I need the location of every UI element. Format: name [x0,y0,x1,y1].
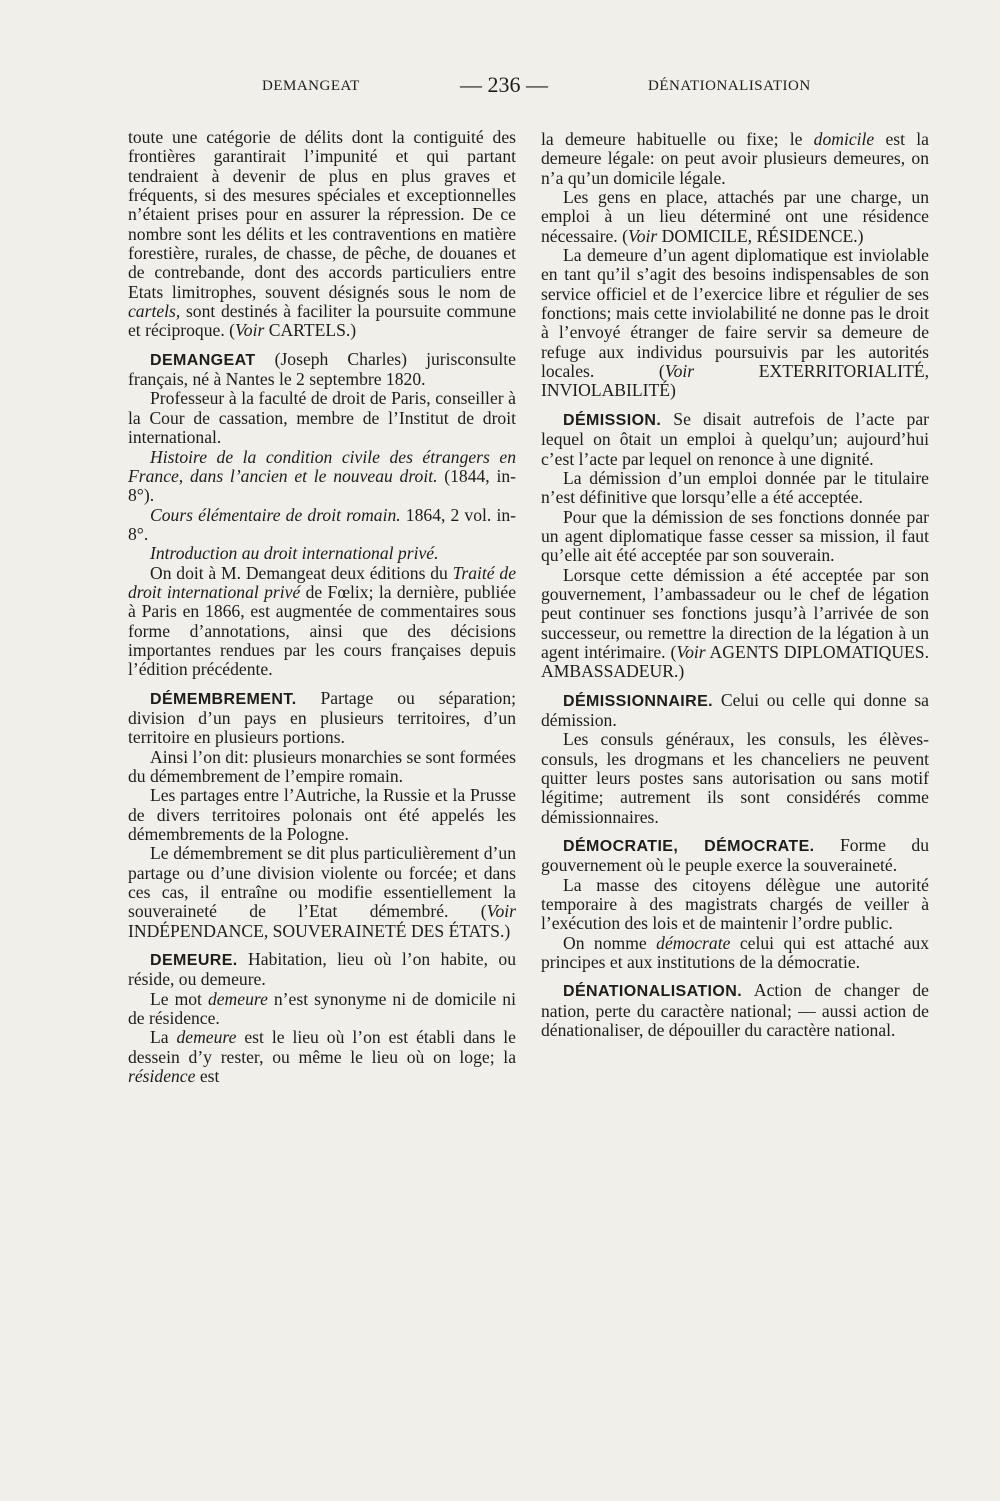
italic-term: démocrate [656,932,731,953]
header-left-word: DEMANGEAT [262,78,360,94]
text: de Fœlix; la dernière, publiée à Paris en 1866, est augmentée de commentaires sous forme d’annotations, ainsi que des décisions importantes rendues par les cours françaises depuis l’édition précédente. [128,581,516,680]
bibliography-item [128,506,516,545]
text: On nomme [563,932,657,953]
left-column [128,128,516,1087]
voir-label: Voir [486,901,516,922]
paragraph [128,1028,516,1086]
text: Les gens en place, attachés par une charge, un emploi à un lieu déterminé ont une résidence nécessaire. ( [541,187,929,246]
paragraph [541,934,929,973]
paragraph [128,844,516,941]
paragraph: La masse des citoyens délègue une autorité temporaire à des magistrats chargés de veiller à l’exécution des lois et de maintenir l’ordre public. [541,874,929,934]
definition: Forme du gouvernement où le peuple exerce la souveraineté. [541,835,929,876]
entry-demission [541,410,929,469]
voir-label: Voir [664,361,695,382]
page-number: — 236 — [460,72,548,97]
paragraph [541,246,929,401]
book-title: Cours élémentaire de droit romain. [150,504,401,525]
definition: Partage ou séparation; division d’un pays en plusieurs territoires, d’un territoire en plusieurs portions. [128,687,516,748]
paragraph [128,990,516,1029]
paragraph: Pour que la démission de ses fonctions donnée par un agent diplomatique fasse cesser sa mission, il faut qu’elle ait été acceptée par son souverain. [541,506,929,566]
paragraph [128,564,516,680]
cross-reference: INDÉPENDANCE, SOUVERAINETÉ DES ÉTATS.) [128,920,511,941]
paragraph: Professeur à la faculté de droit de Paris, conseiller à la Cour de cassation, membre de l’Institut de droit international. [128,388,516,448]
cross-reference: CARTELS.) [264,320,357,341]
entry-demissionnaire [541,691,929,731]
definition: Habitation, lieu où l’on habite, ou réside, ou demeure. [128,949,516,990]
italic-term: domicile [813,129,875,149]
italic-term: demeure [207,988,268,1009]
text: celui qui est attaché aux principes et aux institutions de la démocratie. [541,932,929,973]
voir-label: Voir [627,225,658,246]
paragraph-continuation [128,128,516,341]
bibliography-item [128,448,516,506]
entry-democratie [541,836,929,876]
book-title: Traité de droit international privé [128,562,517,602]
paragraph: Ainsi l’on dit: plusieurs monarchies se sont formées du démembrement de l’empire romain. [128,746,516,786]
cross-reference: EXTERRITORIALITÉ, INVIOLABILITÉ) [541,361,929,401]
definition: (Joseph Charles) jurisconsulte français, né à Nantes le 2 septembre 1820. [128,348,516,390]
text: Le mot [150,988,208,1009]
text: n’est synonyme ni de domicile ni de résidence. [128,988,516,1029]
cross-reference: DOMICILE, RÉSIDENCE.) [657,225,864,246]
text: (1844, in-8°). [128,465,516,506]
text: La [150,1027,177,1048]
running-header [0,72,1000,102]
cross-reference: AGENTS DIPLOMATIQUES. AMBASSADEUR.) [541,641,929,682]
entry-denationalisation [541,981,929,1040]
right-column [541,130,929,1040]
text: La demeure d’un agent diplomatique est inviolable en tant qu’il s’agit des besoins indispensables de son service officiel et de l’exercice libre et régulier de ses fonctions; mais cette inviolabilité ne donne pas le droit à l’envoyé étranger de faire servir sa demeure de refuge aux individus poursuivis par les autorités locales. ( [541,245,929,382]
headword: DEMEURE. [150,952,238,970]
headword: DÉNATIONALISATION. [563,983,743,1001]
italic-term: demeure [176,1027,237,1048]
italic-term: cartels, [128,301,181,322]
text: Le démembrement se dit plus particulièrement d’un partage ou d’une division violente ou forcée; et dans ces cas, il entraîne ou modifie essentiellement la souveraineté de l’Etat démembré. ( [128,843,516,922]
text: Lorsque cette démission a été acceptée par son gouvernement, l’ambassadeur ou le chef de légation peut continuer ses fonctions jusqu’à l’arrivée de son successeur, ou remettre la direction de la légation à un agent intérimaire. ( [541,564,929,662]
voir-label: Voir [234,320,265,341]
voir-label: Voir [676,641,706,662]
text: la demeure habituelle ou fixe; le [541,129,814,149]
text: est le lieu où l’on est établi dans le dessein d’y rester, ou même le lieu où on loge; la [128,1027,516,1067]
headword: DÉMISSION. [563,411,662,429]
italic-term: résidence [128,1066,196,1087]
text: 1864, 2 vol. in-8°. [128,504,516,544]
text: est la demeure légale: on peut avoir plusieurs demeures, on n’a qu’un domicile légale. [541,129,929,188]
text: On doit à M. Demangeat deux éditions du [150,562,453,583]
paragraph [541,566,929,682]
definition: Celui ou celle qui donne sa démission. [541,689,929,730]
header-right-word: DÉNATIONALISATION [648,78,811,94]
headword: DEMANGEAT [150,351,256,369]
paragraph: Les partages entre l’Autriche, la Russie et la Prusse de divers territoires polonais ont été appelés les démembrements de la Pologne. [128,785,516,845]
definition: Action de changer de nation, perte du caractère national; — aussi action de dénationaliser, de dépouiller du caractère national. [541,980,929,1041]
paragraph [541,188,929,246]
paragraph: La démission d’un emploi donnée par le titulaire n’est définitive que lorsqu’elle a été acceptée. [541,467,929,508]
paragraph: Les consuls généraux, les consuls, les élèves-consuls, les drogmans et les chanceliers ne peuvent quitter leurs postes sans autorisation ou sans motif légitime; autrement ils sont considérés comme démissionnaires. [541,729,929,827]
text: est [195,1066,220,1087]
text: sont destinés à faciliter la poursuite commune et réciproque. ( [128,301,516,341]
book-title: Histoire de la condition civile des étrangers en France, dans l’ancien et le nouveau droit. [128,446,516,486]
headword: DÉMISSIONNAIRE. [563,692,714,710]
entry-demangeat [128,350,516,390]
entry-demembrement [128,689,516,748]
paragraph-continuation [541,130,929,188]
book-title: Introduction au droit international privé. [150,543,439,564]
headword: DÉMEMBREMENT. [150,690,297,708]
definition: Se disait autrefois de l’acte par lequel on ôtait un emploi à quelqu’un; aujourd’hui c’est l’acte par lequel on renonce à une dignité. [541,408,929,469]
entry-demeure [128,950,516,990]
bibliography-item [128,544,516,563]
text: toute une catégorie de délits dont la contiguité des frontières garantirait l’impunité et qui partant tendraient à devenir de plus en plus graves et fréquents, si des mesures spéciales et exceptionnelles n’étaient prises pour en assurer la répression. De ce nombre sont les délits et les contraventions en matière forestière, rurales, de chasse, de pêche, de douanes et de contrebande, dont des accords particuliers entre Etats limitrophes, souvent désignés sous le nom de [128,127,516,302]
headword: DÉMOCRATIE, DÉMOCRATE. [563,838,815,856]
